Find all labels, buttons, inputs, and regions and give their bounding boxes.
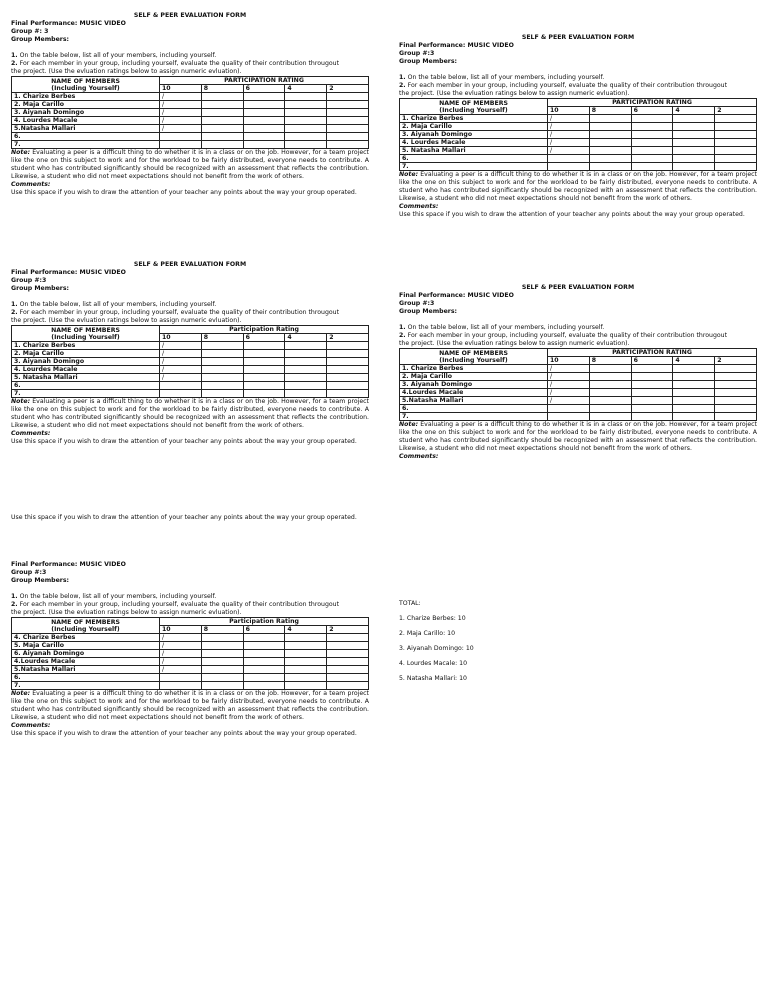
rating-10: 10 [548, 107, 590, 115]
total-item: 4. Lourdes Macale: 10 [399, 660, 468, 667]
performance-label: Final Performance: MUSIC VIDEO [399, 292, 514, 299]
rating-6: 6 [631, 357, 673, 365]
table-row: 1. Charize Berbes / [400, 115, 757, 123]
rating-10: 10 [160, 626, 202, 634]
group-number: Group #:3 [11, 277, 47, 284]
table-row: 6. [12, 674, 369, 682]
table-row: 6. Aiyanah Domingo / [12, 650, 369, 658]
rating-table [11, 76, 369, 149]
instruction-2: 2. For each member in your group, including yourself, evaluate the quality of their contribution througout [11, 60, 340, 67]
name-header: NAME OF MEMBERS (Including Yourself) [12, 326, 160, 342]
instruction-1: 1. On the table below, list all of your members, including yourself. [399, 74, 605, 81]
table-row: 4.Lourdes Macale / [400, 389, 757, 397]
group-members-label: Group Members: [11, 285, 70, 292]
table-row: 5.Natasha Mallari / [12, 125, 369, 133]
table-row: 1. Charize Berbes / [12, 342, 369, 350]
group-members-label: Group Members: [399, 308, 458, 315]
total-section [399, 600, 699, 690]
comments-text: Use this space if you wish to draw the attention of your teacher any points about the way your group operated. [11, 730, 357, 737]
table-row: 6. [400, 405, 757, 413]
evaluation-form-3 [399, 34, 757, 219]
instruction-2-cont: the project. (Use the evluation ratings below to assign numeric evluation). [399, 340, 630, 347]
table-row: 7. [400, 413, 757, 421]
note-text: Note: Evaluating a peer is a difficult thing to do whether it is in a class or on the job. However, for a team project like the one on this subject to work and for the workload to be fairly distributed, everyone needs to contribute. A student who has contributed significantly should be recognized with an assessment that reflects the contribution. Likewise, a student who did not meet expectations should not benefit from the work of others. [11, 149, 369, 180]
rating-8: 8 [201, 334, 243, 342]
table-row: 5. Maja Carillo / [12, 642, 369, 650]
instruction-1: 1. On the table below, list all of your members, including yourself. [11, 52, 217, 59]
table-row: 6. [12, 382, 369, 390]
rating-6: 6 [243, 334, 285, 342]
table-row: 1. Charize Berbes / [400, 365, 757, 373]
rating-header: PARTICIPATION RATING [160, 77, 369, 85]
rating-2: 2 [715, 107, 757, 115]
performance-label: Final Performance: MUSIC VIDEO [11, 20, 126, 27]
rating-4: 4 [285, 85, 327, 93]
instruction-2-cont: the project. (Use the evluation ratings below to assign numeric evluation). [399, 90, 630, 97]
table-row: 4. Lourdes Macale / [12, 117, 369, 125]
rating-4: 4 [285, 626, 327, 634]
instruction-1: 1. On the table below, list all of your members, including yourself. [399, 324, 605, 331]
instruction-1: 1. On the table below, list all of your members, including yourself. [11, 593, 217, 600]
table-row: 6. [400, 155, 757, 163]
comments-label: Comments: [399, 203, 439, 210]
table-row: 4.Lourdes Macale / [12, 658, 369, 666]
total-label: TOTAL: [399, 600, 421, 607]
form-title: SELF & PEER EVALUATION FORM [521, 284, 635, 291]
name-header: NAME OF MEMBERS (Including Yourself) [400, 99, 548, 115]
extra-comments-text: Use this space if you wish to draw the attention of your teacher any points about the way your group operated. [11, 514, 357, 521]
performance-label: Final Performance: MUSIC VIDEO [399, 42, 514, 49]
rating-8: 8 [589, 107, 631, 115]
total-item: 5. Natasha Mallari: 10 [399, 675, 467, 682]
group-number: Group #:3 [399, 300, 435, 307]
note-text: Note: Evaluating a peer is a difficult thing to do whether it is in a class or on the job. However, for a team project like the one on this subject to work and for the workload to be fairly distributed, everyone needs to contribute. A student who has contributed significantly should be recognized with an assessment that reflects the contribution. Likewise, a student who did not meet expectations should not benefit from the work of others. [399, 421, 757, 452]
rating-6: 6 [631, 107, 673, 115]
rating-8: 8 [201, 626, 243, 634]
rating-header: PARTICIPATION RATING [548, 349, 757, 357]
group-members-label: Group Members: [11, 577, 70, 584]
evaluation-form-4 [399, 284, 757, 461]
name-header: NAME OF MEMBERS (Including Yourself) [12, 618, 160, 634]
instruction-2: 2. For each member in your group, including yourself, evaluate the quality of their contribution througout [399, 82, 728, 89]
group-members-label: Group Members: [399, 58, 458, 65]
rating-2: 2 [327, 85, 369, 93]
total-item: 3. Aiyanah Domingo: 10 [399, 645, 474, 652]
table-row: 3. Aiyanah Domingo / [400, 381, 757, 389]
table-row: 2. Maja Carillo / [400, 123, 757, 131]
evaluation-form-1 [11, 12, 369, 197]
table-row: 2. Maja Carillo / [12, 101, 369, 109]
rating-table [11, 617, 369, 690]
table-row: 5. Natasha Mallari / [400, 147, 757, 155]
total-item: 1. Charize Berbes: 10 [399, 615, 466, 622]
instruction-2-cont: the project. (Use the evluation ratings below to assign numeric evluation). [11, 609, 242, 616]
table-row: 3. Aiyanah Domingo / [12, 358, 369, 366]
rating-2: 2 [715, 357, 757, 365]
rating-header: PARTICIPATION RATING [548, 99, 757, 107]
note-text: Note: Evaluating a peer is a difficult thing to do whether it is in a class or on the job. However, for a team project like the one on this subject to work and for the workload to be fairly distributed, everyone needs to contribute. A student who has contributed significantly should be recognized with an assessment that reflects the contribution. Likewise, a student who did not meet expectations should not benefit from the work of others. [11, 690, 369, 721]
table-row: 5. Natasha Mallari / [12, 374, 369, 382]
comments-label: Comments: [11, 722, 51, 729]
instruction-2: 2. For each member in your group, including yourself, evaluate the quality of their contribution througout [11, 309, 340, 316]
comments-label: Comments: [11, 430, 51, 437]
group-number: Group #:3 [11, 569, 47, 576]
note-text: Note: Evaluating a peer is a difficult thing to do whether it is in a class or on the job. However, for a team project like the one on this subject to work and for the workload to be fairly distributed, everyone needs to contribute. A student who has contributed significantly should be recognized with an assessment that reflects the contribution. Likewise, a student who did not meet expectations should not benefit from the work of others. [399, 171, 757, 202]
rating-header: Participation Rating [160, 618, 369, 626]
rating-10: 10 [160, 334, 202, 342]
performance-label: Final Performance: MUSIC VIDEO [11, 269, 126, 276]
name-header: NAME OF MEMBERS (Including Yourself) [12, 77, 160, 93]
group-number: Group #: 3 [11, 28, 49, 35]
table-row: 5.Natasha Mallari / [400, 397, 757, 405]
name-header: NAME OF MEMBERS (Including Yourself) [400, 349, 548, 365]
rating-2: 2 [327, 626, 369, 634]
table-row: 6. [12, 133, 369, 141]
comments-text: Use this space if you wish to draw the attention of your teacher any points about the way your group operated. [399, 211, 745, 218]
table-row: 4. Charize Berbes / [12, 634, 369, 642]
rating-header: Participation Rating [160, 326, 369, 334]
form-title: SELF & PEER EVALUATION FORM [133, 12, 247, 19]
comments-text: Use this space if you wish to draw the attention of your teacher any points about the way your group operated. [11, 189, 357, 196]
table-row: 7. [400, 163, 757, 171]
rating-6: 6 [243, 85, 285, 93]
form-title: SELF & PEER EVALUATION FORM [133, 261, 247, 268]
table-row: 3. Aiyanah Domingo / [400, 131, 757, 139]
table-row: 7. [12, 390, 369, 398]
instruction-2: 2. For each member in your group, including yourself, evaluate the quality of their contribution througout [11, 601, 340, 608]
comments-label: Comments: [399, 453, 439, 460]
rating-4: 4 [673, 357, 715, 365]
instruction-2-cont: the project. (Use the evluation ratings below to assign numeric evluation). [11, 317, 242, 324]
rating-4: 4 [673, 107, 715, 115]
rating-10: 10 [160, 85, 202, 93]
table-row: 5.Natasha Mallari / [12, 666, 369, 674]
table-row: 3. Aiyanah Domingo / [12, 109, 369, 117]
instruction-2-cont: the project. (Use the evluation ratings below to assign numeric evluation). [11, 68, 242, 75]
rating-table [11, 325, 369, 398]
form-title: SELF & PEER EVALUATION FORM [521, 34, 635, 41]
table-row: 7. [12, 141, 369, 149]
rating-10: 10 [548, 357, 590, 365]
instruction-2: 2. For each member in your group, including yourself, evaluate the quality of their contribution througout [399, 332, 728, 339]
performance-label: Final Performance: MUSIC VIDEO [11, 561, 126, 568]
group-number: Group #:3 [399, 50, 435, 57]
table-row: 2. Maja Carillo / [12, 350, 369, 358]
table-row: 4. Lourdes Macale / [12, 366, 369, 374]
instruction-1: 1. On the table below, list all of your members, including yourself. [11, 301, 217, 308]
group-members-label: Group Members: [11, 36, 70, 43]
evaluation-form-5 [11, 561, 369, 738]
rating-2: 2 [327, 334, 369, 342]
evaluation-form-2 [11, 261, 369, 446]
rating-table [399, 98, 757, 171]
table-row: 7. [12, 682, 369, 690]
rating-4: 4 [285, 334, 327, 342]
table-row: 2. Maja Carillo / [400, 373, 757, 381]
table-row: 4. Lourdes Macale / [400, 139, 757, 147]
total-item: 2. Maja Carillo: 10 [399, 630, 456, 637]
rating-8: 8 [201, 85, 243, 93]
comments-label: Comments: [11, 181, 51, 188]
rating-8: 8 [589, 357, 631, 365]
rating-6: 6 [243, 626, 285, 634]
rating-table [399, 348, 757, 421]
comments-text: Use this space if you wish to draw the attention of your teacher any points about the way your group operated. [11, 438, 357, 445]
note-text: Note: Evaluating a peer is a difficult thing to do whether it is in a class or on the job. However, for a team project like the one on this subject to work and for the workload to be fairly distributed, everyone needs to contribute. A student who has contributed significantly should be recognized with an assessment that reflects the contribution. Likewise, a student who did not meet expectations should not benefit from the work of others. [11, 398, 369, 429]
table-row: 1. Charize Berbes / [12, 93, 369, 101]
